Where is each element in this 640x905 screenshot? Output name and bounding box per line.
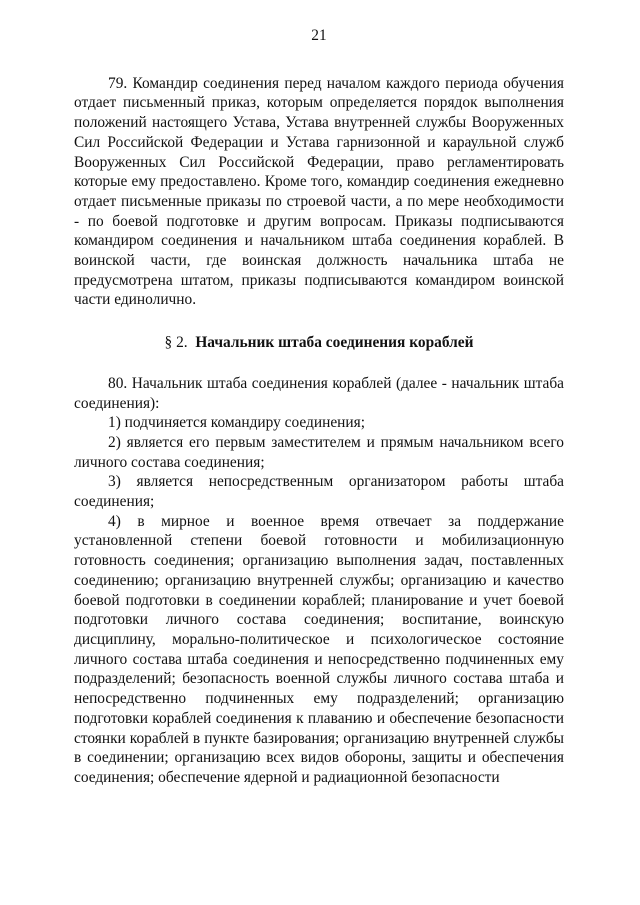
paragraph-79: 79. Командир соединения перед началом каждого периода обучения отдает письменный приказ, которым определяется порядок выполнения положений настоящего Устава, Устава внутренней службы Вооруженных Сил Российской Федерации и Устава гарнизонной и караульной служб Вооруженных Сил Российской Федерации, право регламентировать которые ему предоставлено. Кроме того, командир соединения ежедневно отдает письменные приказы по строевой части, а по мере необходимости - по боевой подготовке и другим вопросам. Приказы подписываются командиром соединения и начальником штаба соединения кораблей. В воинской части, где воинская должность начальника штаба не предусмотрена штатом, приказы подписываются командиром воинской части единолично.: [74, 74, 564, 309]
section-title: Начальник штаба соединения кораблей: [195, 334, 474, 352]
list-item-1: 1) подчиняется командиру соединения;: [108, 414, 365, 432]
list-item-2: 2) является его первым заместителем и прямым начальником всего личного состава соединения;: [74, 433, 564, 471]
section-heading: [74, 333, 564, 353]
list-item-4: 4) в мирное и военное время отвечает за поддержание установленной степени боевой готовности и мобилизационную готовность соединения; организацию выполнения задач, поставленных соединению; организацию внутренней службы; организацию и качество боевой подготовки в соединении кораблей; планирование и учет боевой подготовки личного состава соединения; воспитание, воинскую дисциплину, морально-политическое и психологическое состояние личного состава штаба соединения и непосредственно подчиненных ему подразделений; безопасность военной службы личного состава штаба и непосредственно подчиненных ему подразделений; организацию подготовки кораблей соединения к плаванию и обеспечение безопасности стоянки кораблей в пункте базирования; организацию внутренней службы в соединении; организацию всех видов обороны, защиты и обеспечения соединения; обеспечение ядерной и радиационной безопасности: [74, 512, 564, 786]
list-item-3: 3) является непосредственным организатором работы штаба соединения;: [74, 473, 564, 511]
paragraph-80: 80. Начальник штаба соединения кораблей (далее - начальник штаба соединения):: [74, 374, 564, 412]
page-number: 21: [311, 27, 327, 44]
section-sign: § 2.: [164, 334, 188, 352]
document-page: [74, 26, 564, 788]
